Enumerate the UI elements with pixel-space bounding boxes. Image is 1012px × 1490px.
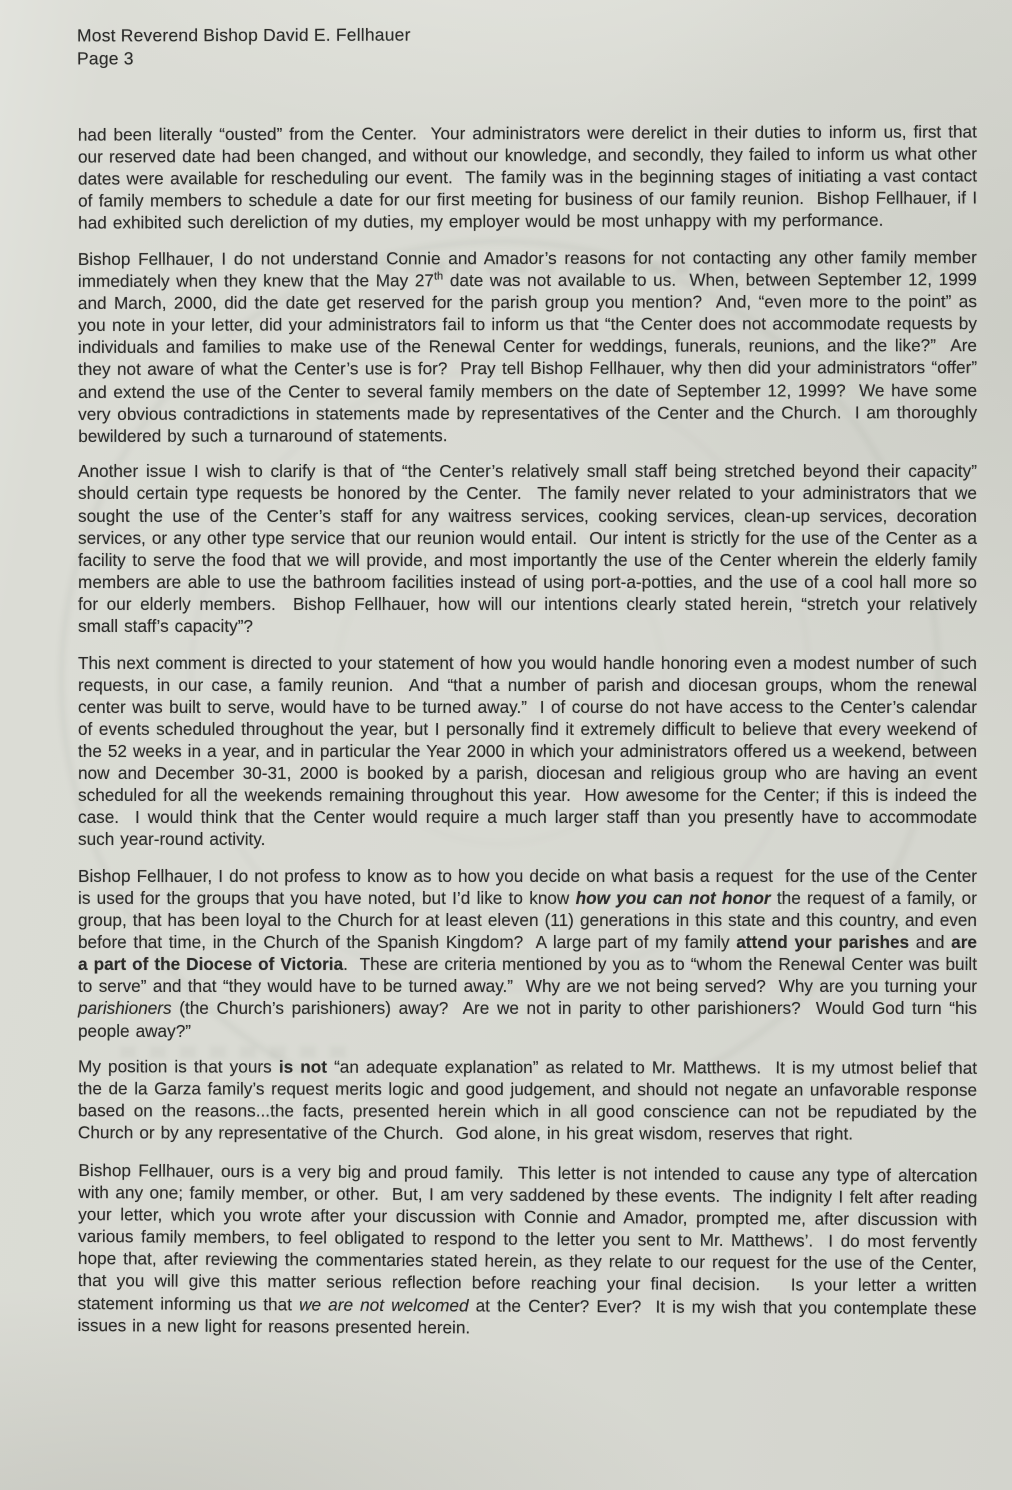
- text-segment: date was not available to us. When, between September 12, 1999 and March, 2000, did the date get reserved for the parish group you mention? And, “even more to the point” as you note in your letter, did your administrators fail to inform us that “the Center does not accommodate requests by individuals and families to make use of the Renewal Center for weddings, funerals, reunions, and the like?” Are they not aware of what the Center’s use is for? Pray tell Bishop Fellhauer, why then did your administrators “offer” and extend the use of the Center to several family members on the date of September 12, 1999? We have some very obvious contradictions in statements made by representatives of the Center and the Church. I am thoroughly bewildered by such a turnaround of statements.: [77, 269, 984, 446]
- text-segment: is not: [278, 1056, 327, 1077]
- text-segment: the request of a family, or group, that has been loyal to the Church for at least eleven (11) generations in this state and this country, and even before that time, in the Church of the Spanish Kingdom? A large part of my family: [78, 888, 983, 953]
- letter-paragraph: [77, 246, 984, 447]
- text-segment: th: [433, 270, 444, 283]
- text-segment: “an adequate explanation” as related to Mr. Matthews. It is my utmost belief that the de la Garza family’s request merits logic and good judgement, and should not negate an unfavorable response based on the reasons...the facts, presented herein which in all good conscience can not be repudiated by the Church or by any representative of the Church. God alone, in his great wisdom, reserves that right.: [77, 1056, 984, 1145]
- letter-paragraph: [78, 865, 983, 1042]
- text-segment: Bishop Fellhauer, ours is a very big and proud family. This letter is not intended to cause any type of altercation with any one; family member, or other. But, I am very saddened by these events. The indignity I felt after reading your letter, which you wrote after your discussion with Connie and Amador, prompted me, after discussion with various family members, to feel obligated to respond to the letter you sent to Mr. Matthews’. I do most fervently hope that, after reviewing the commentaries stated herein, as they relate to our request for the use of the Center, that you will give this matter serious reflection before reaching your final decision. Is your letter a written statement informing us that: [77, 1160, 984, 1314]
- text-segment: how you can not honor: [575, 888, 771, 908]
- text-segment: at the Center? Ever? It is my wish that you contemplate these issues in a new light for reasons presented herein.: [77, 1294, 983, 1338]
- text-segment: attend your parishes: [736, 932, 910, 953]
- letter-header: [77, 24, 411, 70]
- text-segment: (the Church’s parishioners) away? Are we not in parity to other parishioners? Would God turn “his people away?”: [78, 998, 983, 1041]
- letter-paragraph: [77, 1159, 984, 1341]
- recipient-line: Most Reverend Bishop David E. Fellhauer: [76, 24, 411, 46]
- text-segment: are a part of the Diocese of Victoria: [78, 932, 983, 975]
- text-segment: had been literally “ousted” from the Center. Your administrators were derelict in their duties to inform us, first that our reserved date had been changed, and without our knowledge, and secondly, they failed to inform us what other dates were available for rescheduling our event. The family was in the beginning stages of initiating a vast contact of family members to schedule a date for our first meeting for business of our family reunion. Bishop Fellhauer, if I had exhibited such dereliction of my duties, my employer would be most unhappy with my performance.: [77, 121, 984, 233]
- text-segment: . These are criteria mentioned by you as to “whom the Renewal Center was built to serve” and that “they would have to be turned away.” Why are we not being served? Why are you turning your: [78, 954, 983, 997]
- text-segment: Bishop Fellhauer, I do not profess to know as to how you decide on what basis a request for the use of the Center is used for the groups that you have noted, but I’d like to know: [78, 865, 983, 908]
- text-segment: and: [909, 932, 952, 953]
- letter-paragraph: [78, 652, 983, 851]
- text-segment: we are not welcomed: [299, 1293, 469, 1315]
- text-segment: This next comment is directed to your statement of how you would handle honoring even a modest number of such requests, in our case, a family reunion. And “that a number of parish and diocesan groups, whom the renewal center was built to serve, would have to be turned away.” I of course do not have access to the Center’s calendar of events scheduled throughout the year, but I personally find it extremely difficult to believe that every weekend of the 52 weeks in a year, and in particular the Year 2000 in which your administrators offered us a weekend, between now and December 30-31, 2000 is booked by a parish, diocesan and religious group who are having an event scheduled for all the weekends remaining throughout this year. How awesome for the Center; if this is indeed the case. I would think that the Center would require a much larger staff than you presently have to accommodate such year-round activity.: [78, 652, 983, 850]
- letter-paragraph: [77, 120, 984, 234]
- page-number-line: Page 3: [77, 47, 134, 68]
- text-segment: Another issue I wish to clarify is that of “the Center’s relatively small staff being stretched beyond their capacity” should certain type requests be honored by the Center. The family never related to your administrators that we sought the use of the Center’s staff for any waitress services, cooking services, clean-up services, decoration services, or any other type service that our reunion would entail. Our intent is strictly for the use of the Center as a facility to serve the food that we will provide, and most importantly the use of the Center wherein the elderly family members are able to use the bathroom facilities instead of using port-a-potties, and the use of a cool hall more so for our elderly members. Bishop Fellhauer, how will our intentions clearly stated herein, “stretch your relatively small staff’s capacity”?: [78, 461, 983, 636]
- letter-paragraph: [77, 1055, 984, 1145]
- letter-paragraph: [78, 460, 983, 637]
- letter-body: [77, 121, 984, 1350]
- text-segment: My position is that yours: [78, 1056, 279, 1077]
- text-segment: parishioners: [78, 998, 172, 1019]
- text-segment: Bishop Fellhauer, I do not understand Connie and Amador’s reasons for not contacting any other family member immediately when they knew that the May 27: [77, 247, 983, 292]
